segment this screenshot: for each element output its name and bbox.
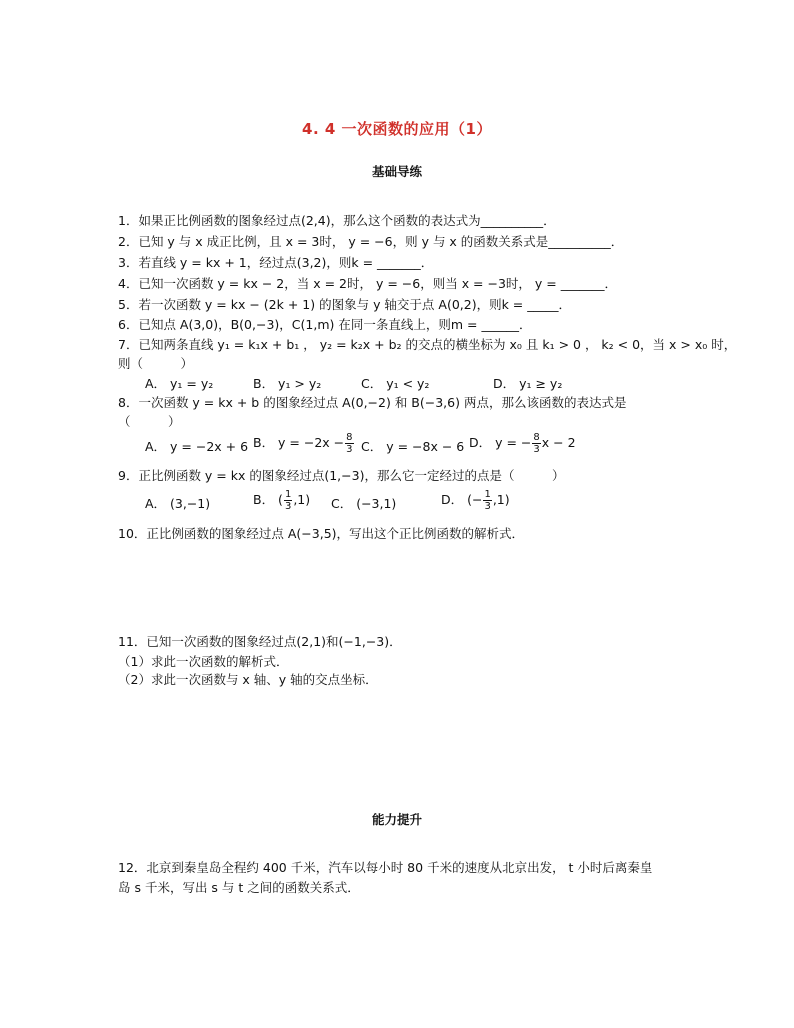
question-3: 3．若直线 y = kx + 1，经过点(3,2)，则k = _______．	[118, 255, 434, 270]
question-11: 11．已知一次函数的图象经过点(2,1)和(−1,−3)．	[118, 634, 402, 649]
question-8-options	[145, 432, 665, 460]
question-2: 2．已知 y 与 x 成正比例，且 x = 3时， y = −6，则 y 与 x 的函数关系式是__________．	[118, 234, 624, 249]
question-11-part-1: （1）求此一次函数的解析式．	[118, 654, 289, 669]
q9-option-a: A． (3,−1)	[145, 496, 211, 511]
question-10: 10．正比例函数的图象经过点 A(−3,5)，写出这个正比例函数的解析式．	[118, 526, 525, 541]
q7-option-d: D． y₁ ≥ y₂	[493, 376, 563, 391]
section-heading-advanced: 能力提升	[371, 812, 422, 827]
question-6: 6．已知点 A(3,0)，B(0,−3)，C(1,m) 在同一条直线上，则m = ______．	[118, 317, 532, 332]
question-12-continued: 岛 s 千米，写出 s 与 t 之间的函数关系式．	[118, 880, 360, 895]
question-1: 1．如果正比例函数的图象经过点(2,4)，那么这个函数的表达式为__________．	[118, 213, 556, 228]
q8-option-b: B． y = −2x − $\frac{8}{3}$	[253, 432, 353, 455]
question-9: 9．正比例函数 y = kx 的图象经过点(1,−3)，那么它一定经过的点是（ ）	[118, 468, 565, 483]
question-12: 12．北京到秦皇岛全程约 400 千米，汽车以每小时 80 千米的速度从北京出发， t 小时后离秦皇	[118, 860, 653, 875]
q8-option-a: A． y = −2x + 6	[145, 439, 249, 454]
q9-option-d: D． (− $\frac{1}{3}$ ,1)	[441, 489, 510, 512]
question-7: 7．已知两条直线 y₁ = k₁x + b₁ ， y₂ = k₂x + b₂ 的交点的横坐标为 x₀ 且 k₁ > 0 ， k₂ < 0，当 x > x₀ 时，	[118, 337, 737, 352]
question-7-options	[145, 374, 665, 392]
q9-option-c: C． (−3,1)	[331, 496, 397, 511]
q7-option-b: B． y₁ > y₂	[253, 376, 322, 391]
question-7-answer-bracket: 则（ ）	[118, 356, 194, 371]
q9-option-b: B． ( $\frac{1}{3}$ ,1)	[253, 489, 311, 512]
q7-option-c: C． y₁ < y₂	[361, 376, 430, 391]
question-11-part-2: （2）求此一次函数与 x 轴、y 轴的交点坐标．	[118, 672, 378, 687]
q7-option-a: A． y₁ = y₂	[145, 376, 214, 391]
page-title: 4. 4 一次函数的应用（1）	[302, 120, 492, 138]
question-8-answer-bracket: （ ）	[118, 414, 181, 429]
question-4: 4．已知一次函数 y = kx − 2，当 x = 2时， y = −6，则当 x = −3时， y = _______．	[118, 276, 617, 291]
section-heading-basic: 基础导练	[371, 164, 422, 179]
q8-option-d: D． y = − $\frac{8}{3}$ x − 2	[469, 432, 576, 455]
question-8: 8．一次函数 y = kx + b 的图象经过点 A(0,−2) 和 B(−3,6) 两点，那么该函数的表达式是	[118, 395, 627, 410]
question-9-options	[145, 489, 665, 517]
question-5: 5．若一次函数 y = kx − (2k + 1) 的图象与 y 轴交于点 A(0,2)，则k = _____．	[118, 297, 572, 312]
q8-option-c: C． y = −8x − 6	[361, 439, 465, 454]
